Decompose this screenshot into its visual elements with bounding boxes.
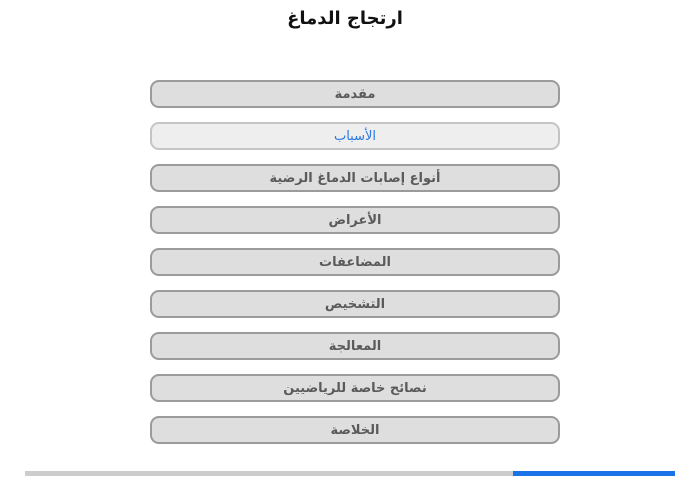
menu-item-symptoms[interactable] [150, 206, 560, 234]
menu-item-summary[interactable] [150, 416, 560, 444]
menu-item-tbi-types[interactable] [150, 164, 560, 192]
menu-item-label: الأعراض [328, 212, 382, 228]
menu-item-treatment[interactable] [150, 332, 560, 360]
chapter-menu [150, 80, 560, 458]
menu-item-label: المعالجة [328, 338, 382, 354]
menu-item-label: مقدمة [334, 86, 376, 102]
menu-item-causes[interactable] [150, 122, 560, 150]
menu-item-label: المضاعفات [319, 254, 391, 270]
menu-item-label: نصائح خاصة للرياضيين [283, 380, 427, 396]
menu-item-introduction[interactable] [150, 80, 560, 108]
menu-item-label: الخلاصة [330, 422, 380, 438]
progress-bar-fill [513, 471, 676, 476]
menu-item-label: أنواع إصابات الدماغ الرضية [269, 170, 441, 186]
menu-item-complications[interactable] [150, 248, 560, 276]
menu-item-athlete-tips[interactable] [150, 374, 560, 402]
progress-bar [25, 471, 675, 476]
menu-item-label: الأسباب [333, 128, 377, 144]
page-title: ارتجاج الدماغ [287, 8, 403, 29]
menu-item-diagnosis[interactable] [150, 290, 560, 318]
menu-item-label: التشخيص [324, 296, 386, 312]
